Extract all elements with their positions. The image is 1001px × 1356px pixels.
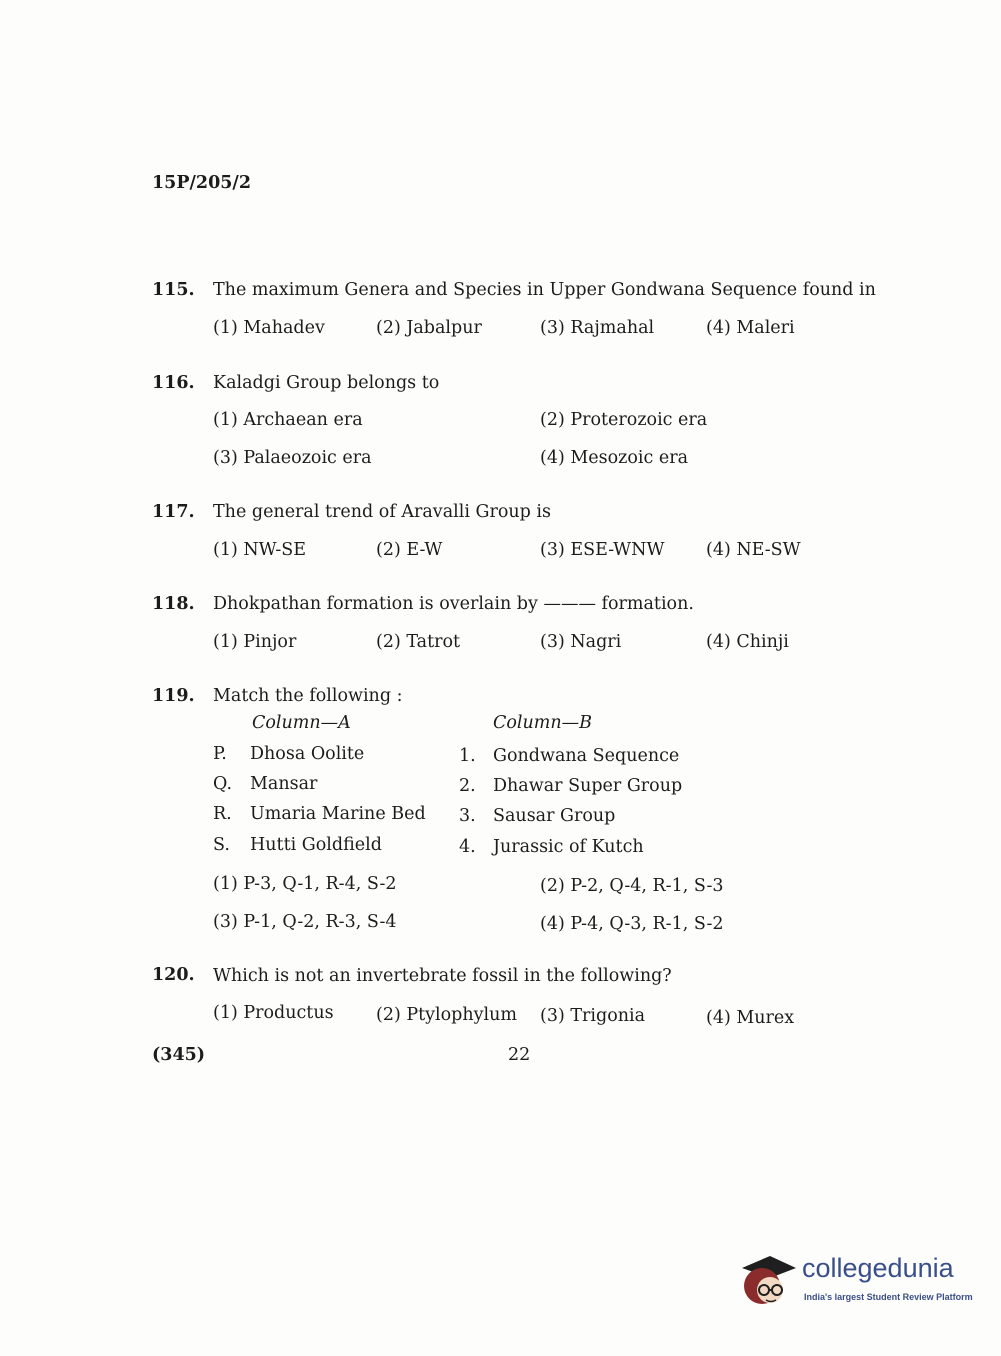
- option: (3) Trigonia: [540, 1006, 646, 1026]
- question-number: 116.: [152, 373, 195, 393]
- question-number: 120.: [152, 965, 195, 985]
- column-b-key: 4.: [459, 837, 476, 857]
- collegedunia-logo: [740, 1250, 973, 1310]
- question-text: The maximum Genera and Species in Upper Gondwana Sequence found in: [213, 280, 876, 300]
- column-b-key: 2.: [459, 776, 476, 796]
- option: (1) Mahadev: [213, 318, 325, 338]
- option: (1) Productus: [213, 1003, 334, 1023]
- column-a-item: Mansar: [250, 774, 318, 794]
- question-number: 118.: [152, 594, 195, 614]
- option: (4) Maleri: [706, 318, 795, 338]
- option: (4) Chinji: [706, 632, 789, 652]
- question-number: 119.: [152, 686, 195, 706]
- option: (2) Tatrot: [376, 632, 461, 652]
- column-a-key: R.: [213, 804, 232, 824]
- option: (4) P-4, Q-3, R-1, S-2: [540, 914, 724, 934]
- option: (3) Rajmahal: [540, 318, 655, 338]
- column-b-item: Jurassic of Kutch: [493, 837, 644, 857]
- column-b-item: Gondwana Sequence: [493, 746, 680, 766]
- column-b-item: Dhawar Super Group: [493, 776, 683, 796]
- option: (3) Nagri: [540, 632, 622, 652]
- column-a-item: Hutti Goldfield: [250, 835, 382, 855]
- question-number: 115.: [152, 280, 195, 300]
- column-a-item: Dhosa Oolite: [250, 744, 365, 764]
- option: (3) P-1, Q-2, R-3, S-4: [213, 912, 397, 932]
- page-number: 22: [508, 1045, 531, 1065]
- question-text: Which is not an invertebrate fossil in the following?: [213, 966, 672, 986]
- logo-wordmark: collegedunia: [802, 1253, 954, 1283]
- option: (3) Palaeozoic era: [213, 448, 372, 468]
- column-a-title: Column—A: [252, 713, 351, 733]
- option: (1) Archaean era: [213, 410, 363, 430]
- option: (2) P-2, Q-4, R-1, S-3: [540, 876, 724, 896]
- column-b-title: Column—B: [493, 713, 593, 733]
- column-a-key: Q.: [213, 774, 233, 794]
- option: (1) P-3, Q-1, R-4, S-2: [213, 874, 397, 894]
- question-text: Dhokpathan formation is overlain by ——— formation.: [213, 594, 694, 614]
- question-text: Match the following :: [213, 686, 403, 706]
- question-text: The general trend of Aravalli Group is: [213, 502, 551, 522]
- column-a-item: Umaria Marine Bed: [250, 804, 426, 824]
- paper-code: 15P/205/2: [152, 173, 252, 193]
- option: (1) NW-SE: [213, 540, 307, 560]
- column-a-key: P.: [213, 744, 227, 764]
- option: (2) E-W: [376, 540, 443, 560]
- option: (1) Pinjor: [213, 632, 297, 652]
- logo-tagline: India's largest Student Review Platform: [804, 1292, 973, 1302]
- option: (3) ESE-WNW: [540, 540, 665, 560]
- column-b-key: 3.: [459, 806, 476, 826]
- footer-code: (345): [152, 1045, 206, 1065]
- option: (2) Ptylophylum: [376, 1005, 517, 1025]
- option: (4) Murex: [706, 1008, 795, 1028]
- option: (4) Mesozoic era: [540, 448, 689, 468]
- column-b-item: Sausar Group: [493, 806, 616, 826]
- column-b-key: 1.: [459, 746, 476, 766]
- column-a-key: S.: [213, 835, 230, 855]
- option: (2) Proterozoic era: [540, 410, 708, 430]
- mascot-icon: [740, 1250, 798, 1310]
- question-text: Kaladgi Group belongs to: [213, 373, 440, 393]
- question-number: 117.: [152, 502, 195, 522]
- option: (4) NE-SW: [706, 540, 801, 560]
- option: (2) Jabalpur: [376, 318, 482, 338]
